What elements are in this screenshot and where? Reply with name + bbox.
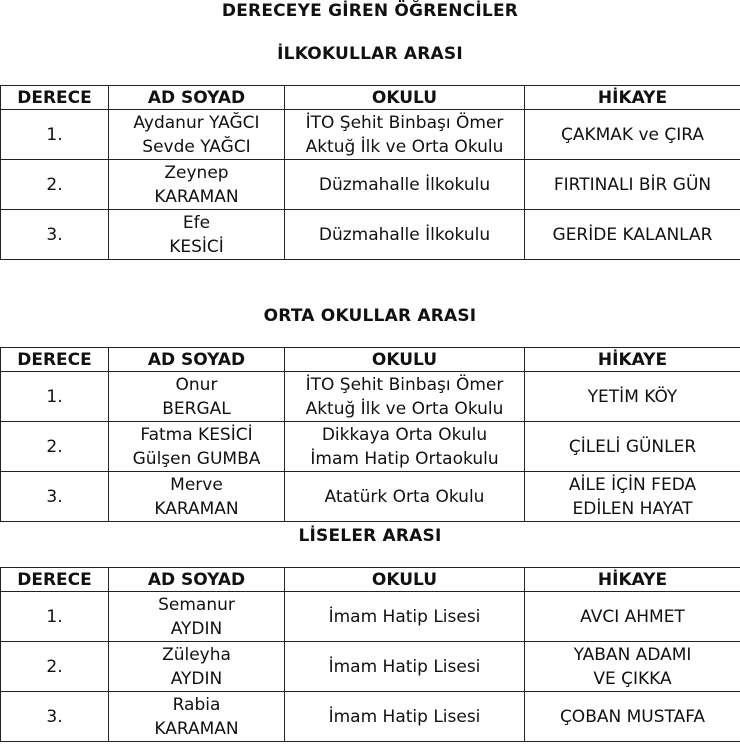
rank-cell: 1. [1, 110, 109, 160]
school-cell: İmam Hatip Lisesi [285, 642, 525, 692]
school-cell: İmam Hatip Lisesi [285, 592, 525, 642]
table-row [1, 642, 740, 692]
story-cell: ÇAKMAK ve ÇIRA [525, 110, 740, 160]
header-okulu: OKULU [285, 86, 525, 110]
section-title-ortaokul: ORTA OKULLAR ARASI [263, 306, 477, 326]
section-title-ilkokul: İLKOKULLAR ARASI [277, 44, 463, 64]
header-okulu: OKULU [285, 568, 525, 592]
section-title-lise: LİSELER ARASI [298, 526, 442, 546]
header-ad-soyad: AD SOYAD [109, 568, 285, 592]
header-derece: DERECE [1, 568, 109, 592]
table-header-row [1, 568, 740, 592]
story-cell: YETİM KÖY [525, 372, 740, 422]
school-cell: İTO Şehit Binbaşı Ömer Aktuğ İlk ve Orta Okulu [285, 110, 525, 160]
table-row [1, 372, 740, 422]
table-row [1, 692, 740, 742]
name-cell: Onur BERGAL [109, 372, 285, 422]
table-row [1, 592, 740, 642]
table-row [1, 210, 740, 260]
header-hikaye: HİKAYE [525, 348, 740, 372]
name-cell: Rabia KARAMAN [109, 692, 285, 742]
name-cell: Merve KARAMAN [109, 472, 285, 522]
rank-cell: 2. [1, 160, 109, 210]
story-cell: ÇİLELİ GÜNLER [525, 422, 740, 472]
name-cell: Züleyha AYDIN [109, 642, 285, 692]
name-cell: Semanur AYDIN [109, 592, 285, 642]
rank-cell: 2. [1, 642, 109, 692]
header-derece: DERECE [1, 86, 109, 110]
table-header-row [1, 348, 740, 372]
school-cell: Düzmahalle İlkokulu [285, 210, 525, 260]
table-row [1, 160, 740, 210]
header-ad-soyad: AD SOYAD [109, 348, 285, 372]
header-derece: DERECE [1, 348, 109, 372]
rank-cell: 1. [1, 372, 109, 422]
table-header-row [1, 86, 740, 110]
results-table-lise [0, 567, 740, 742]
header-hikaye: HİKAYE [525, 568, 740, 592]
story-cell: AİLE İÇİN FEDA EDİLEN HAYAT [525, 472, 740, 522]
school-cell: Dikkaya Orta Okulu İmam Hatip Ortaokulu [285, 422, 525, 472]
story-cell: YABAN ADAMI VE ÇIKKA [525, 642, 740, 692]
rank-cell: 3. [1, 472, 109, 522]
rank-cell: 3. [1, 692, 109, 742]
name-cell: Fatma KESİCİ Gülşen GUMBA [109, 422, 285, 472]
name-cell: Zeynep KARAMAN [109, 160, 285, 210]
table-row [1, 422, 740, 472]
story-cell: FIRTINALI BİR GÜN [525, 160, 740, 210]
main-title: DERECEYE GİREN ÖĞRENCİLER [221, 1, 519, 21]
name-cell: Aydanur YAĞCI Sevde YAĞCI [109, 110, 285, 160]
school-cell: İTO Şehit Binbaşı Ömer Aktuğ İlk ve Orta Okulu [285, 372, 525, 422]
story-cell: GERİDE KALANLAR [525, 210, 740, 260]
school-cell: İmam Hatip Lisesi [285, 692, 525, 742]
header-okulu: OKULU [285, 348, 525, 372]
table-row [1, 472, 740, 522]
school-cell: Atatürk Orta Okulu [285, 472, 525, 522]
rank-cell: 2. [1, 422, 109, 472]
story-cell: ÇOBAN MUSTAFA [525, 692, 740, 742]
rank-cell: 3. [1, 210, 109, 260]
rank-cell: 1. [1, 592, 109, 642]
name-cell: Efe KESİCİ [109, 210, 285, 260]
story-cell: AVCI AHMET [525, 592, 740, 642]
results-table-ortaokul [0, 347, 740, 522]
header-hikaye: HİKAYE [525, 86, 740, 110]
header-ad-soyad: AD SOYAD [109, 86, 285, 110]
school-cell: Düzmahalle İlkokulu [285, 160, 525, 210]
table-row [1, 110, 740, 160]
results-table-ilkokul [0, 85, 740, 260]
